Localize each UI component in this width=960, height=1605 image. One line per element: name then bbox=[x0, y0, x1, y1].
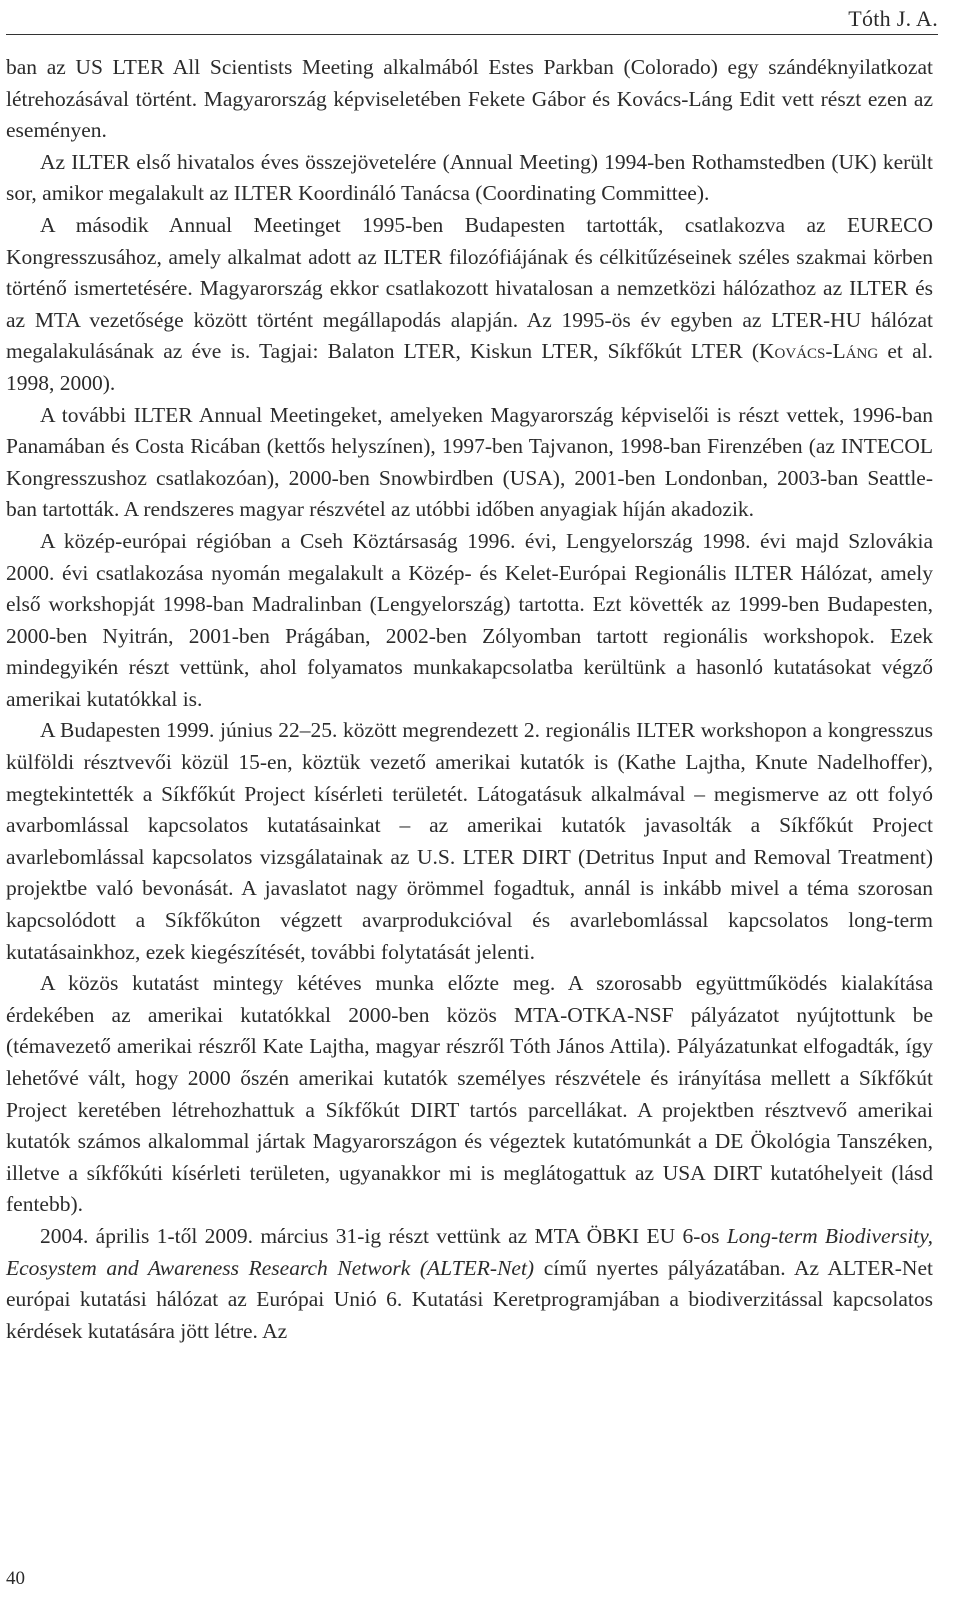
body-paragraph bbox=[6, 968, 933, 1221]
body-paragraph bbox=[6, 400, 933, 526]
page-number: 40 bbox=[6, 1568, 25, 1589]
paragraph-text: 2004. április 1-től 2009. március 31-ig részt vettünk az MTA ÖBKI EU 6-os bbox=[40, 1223, 727, 1248]
paragraph-text: A közép-európai régióban a Cseh Köztársaság 1996. évi, Lengyelország 1998. évi majd Szlovákia 2000. évi csatlakozása nyomán megalakult a Közép- és Kelet-Európai Regionális ILTER Hálózat, amely első workshopját 1998-ban Madralinban (Lengyelország) tartotta. Ezt követték az 1999-ben Budapesten, 2000-ben Nyitrán, 2001-ben Prágában, 2002-ben Zólyomban tartott regionális workshopok. Ezek mindegyikén részt vettünk, ahol folyamatos munkakapcsolatba kerültünk a hasonló kutatásokat végző amerikai kutatókkal is. bbox=[6, 528, 933, 711]
header-rule bbox=[6, 34, 938, 35]
body-paragraph bbox=[6, 526, 933, 716]
body-paragraph bbox=[6, 210, 933, 400]
body-paragraph bbox=[6, 147, 933, 210]
paragraph-text: A további ILTER Annual Meetingeket, amelyeken Magyarország képviselői is részt vettek, 1996-ban Panamában és Costa Ricában (kettős helyszínen), 1997-ben Tajvanon, 1998-ban Firenzében (az INTECOL Kongresszushoz csatlakozóan), 2000-ben Snowbirdben (USA), 2001-ben Londonban, 2003-ban Seattle-ban tartották. A rendszeres magyar részvétel az utóbbi időben anyagiak híján akadozik. bbox=[6, 402, 933, 522]
paragraph-text: A közös kutatást mintegy kétéves munka előzte meg. A szorosabb együttműködés kialakítása érdekében az amerikai kutatókkal 2000-ben közös MTA-OTKA-NSF pályázatot nyújtottunk be (témavezető amerikai részről Kate Lajtha, magyar részről Tóth János Attila). Pályázatunkat elfogadták, így lehetővé vált, hogy 2000 őszén amerikai kutatók személyes részvétele és irányítása mellett a Síkfőkút Project keretében létrehozhattuk a Síkfőkút DIRT tartós parcellákat. A projektben résztvevő amerikai kutatók számos alkalommal jártak Magyarországon és végeztek kutatómunkát a DE Ökológia Tanszéken, illetve a síkfőkúti kísérleti területen, ugyanakkor mi is meglátogattuk az USA DIRT kutatóhelyeit (lásd fentebb). bbox=[6, 971, 933, 1217]
paragraph-text: et al. 1998, 2000). bbox=[6, 339, 933, 395]
body-paragraph bbox=[6, 1221, 933, 1347]
author-citation: Kovács-Láng bbox=[759, 339, 879, 364]
paragraph-text: A második Annual Meetinget 1995-ben Budapesten tartották, csatlakozva az EURECO Kongresszusához, amely alkalmat adott az ILTER filozófiájának és célkitűzéseinek széles szakmai körben történő ismertetésére. Magyarország ekkor csatlakozott hivatalosan a nemzetközi hálózathoz az ILTER és az MTA vezetősége között történt megállapodás alapján. Az 1995-ös év egyben az LTER-HU hálózat megalakulásának az éve is. Tagjai: Balaton LTER, Kiskun LTER, Síkfőkút LTER ( bbox=[6, 212, 933, 364]
paragraph-text: Az ILTER első hivatalos éves összejövetelére (Annual Meeting) 1994-ben Rothamstedben (UK) került sor, amikor megalakult az ILTER Koordináló Tanácsa (Coordinating Committee). bbox=[6, 149, 933, 206]
paragraph-text: című nyertes pályázatában. Az ALTER-Net európai kutatási hálózat az Európai Unió 6. Kutatási Keretprogramjában a biodiverzitással kapcsolatos kérdések kutatására jött létre. Az bbox=[6, 1255, 933, 1343]
page-body bbox=[6, 52, 933, 1347]
body-paragraph bbox=[6, 715, 933, 968]
running-head-author: Tóth J. A. bbox=[848, 6, 938, 31]
project-title: Long-term Biodiversity, Ecosystem and Awareness Research Network (ALTER-Net) bbox=[6, 1223, 933, 1280]
paragraph-text: A Budapesten 1999. június 22–25. között megrendezett 2. regionális ILTER workshopon a kongresszus külföldi résztvevői közül 15-en, köztük vezető amerikai kutatók is (Kathe Lajtha, Knute Nadelhoffer), megtekintették a Síkfőkút Project kísérleti területét. Látogatásuk alkalmával – megismerve az ott folyó avarbomlással kapcsolatos kutatásainkat – az amerikai kutatók javasolták a Síkfőkút Project avarlebomlással kapcsolatos vizsgálatainak az U.S. LTER DIRT (Detritus Input and Removal Treatment) projektbe való bevonását. A javaslatot nagy örömmel fogadtuk, annál is inkább mivel a téma szorosan kapcsolódott a Síkfőkúton végzett avarprodukcióval és avarlebomlással kapcsolatos long-term kutatásainkhoz, ezek kiegészítését, további folytatását jelenti. bbox=[6, 718, 933, 964]
paragraph-text: ban az US LTER All Scientists Meeting alkalmából Estes Parkban (Colorado) egy szándéknyilatkozat létrehozásával történt. Magyarország képviseletében Fekete Gábor és Kovács-Láng Edit vett részt ezen az eseményen. bbox=[6, 55, 933, 143]
page-header bbox=[0, 0, 960, 40]
body-paragraph bbox=[6, 52, 933, 147]
